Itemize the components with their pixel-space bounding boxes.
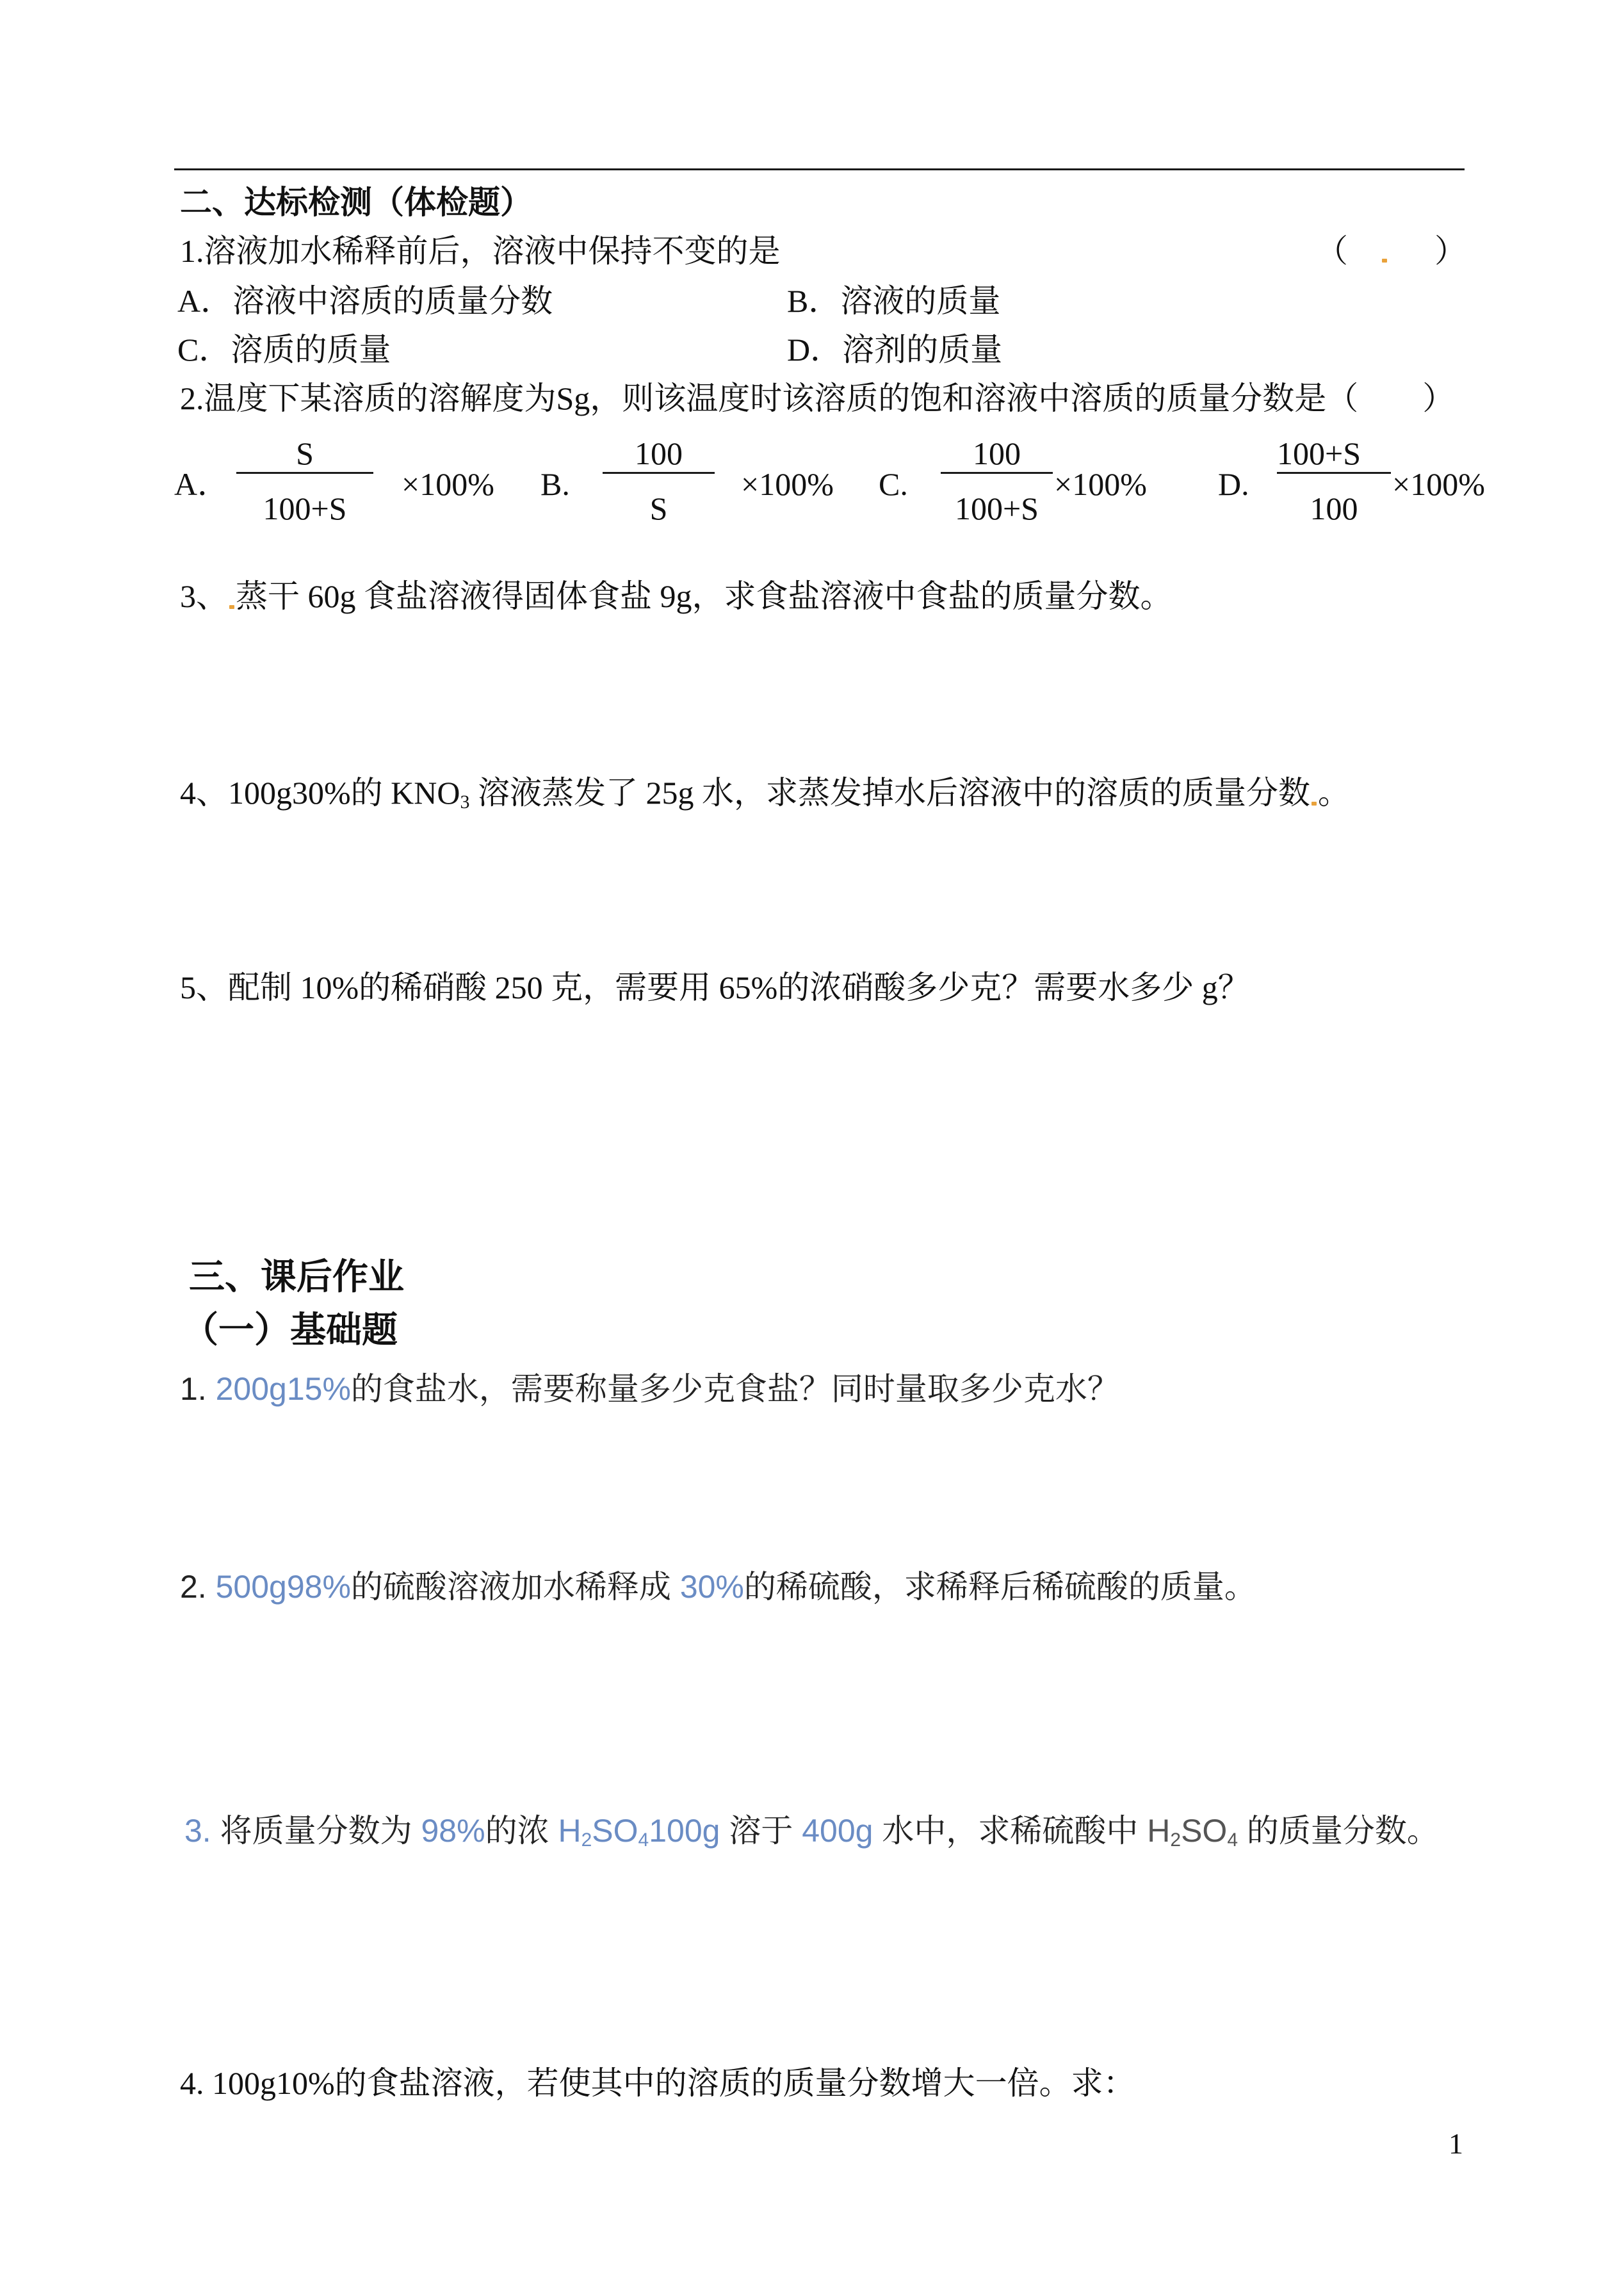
fraction-denominator: 100+S [263, 491, 347, 526]
item-amount: 500g98% [215, 1569, 351, 1605]
homework-item-4 [180, 2064, 1135, 2102]
formula-2-h-subscript: 2 [1170, 1829, 1181, 1851]
q2-option-b-fraction [603, 435, 715, 525]
q1-option-b: B．溶液的质量 [787, 283, 1001, 319]
q1-answer-bracket-open: （ [1316, 233, 1348, 269]
q2-option-d-label: D. [1218, 466, 1249, 502]
fraction-bar [603, 472, 715, 474]
q3-body: 蒸干 60g 食盐溶液得固体食盐 9g，求食盐溶液中食盐的质量分数。 [236, 578, 1173, 614]
fraction-denominator: 100 [1310, 491, 1358, 526]
formula-1-so: SO [592, 1813, 638, 1849]
fraction-numerator: 100+S [1277, 435, 1361, 471]
formula-1-h: H [558, 1813, 581, 1849]
page-number: 1 [1449, 2127, 1463, 2160]
item-text-b: 的稀硫酸，求稀释后稀硫酸的质量。 [743, 1569, 1256, 1605]
q4-text-after: 溶液蒸发了 25g 水，求蒸发掉水后溶液中的溶质的质量分数 [469, 775, 1310, 811]
item-text-e: 的质量分数。 [1238, 1813, 1439, 1849]
q2-option-c-fraction [941, 435, 1053, 525]
q2-option-a-label: A． [174, 466, 230, 502]
item-number: 1. [180, 1371, 216, 1407]
q4-text-end: 。 [1317, 775, 1350, 811]
formula-1-h-subscript: 2 [581, 1829, 592, 1851]
item-text: 100g10%的食盐溶液，若使其中的溶质的质量分数增大一倍。求： [212, 2065, 1135, 2101]
fraction-denominator: 100+S [954, 491, 1039, 526]
q2-option-d-fraction [1277, 435, 1391, 525]
formula-2-h: H [1147, 1813, 1171, 1849]
q1-answer-bracket-close: ） [1434, 233, 1466, 269]
section-3-heading: 三、课后作业 [189, 1256, 404, 1297]
homework-item-1 [180, 1370, 1119, 1408]
q4-text [180, 774, 1350, 812]
formula-2-so: SO [1181, 1813, 1228, 1849]
item-text-a: 的硫酸溶液加水稀释成 [350, 1569, 680, 1605]
item-text: 的食盐水，需要称量多少克食盐？同时量取多少克水？ [350, 1371, 1119, 1407]
q2-option-a-fraction [236, 435, 373, 525]
homework-item-2 [180, 1568, 1256, 1606]
q3-orange-mark [229, 605, 234, 609]
q4-text-before: 4、100g30%的 [180, 775, 391, 811]
q1-option-a: A．溶液中溶质的质量分数 [177, 283, 553, 319]
fraction-bar [1277, 472, 1391, 474]
q3-number: 3、 [180, 578, 228, 614]
q4-formula-base: KNO [391, 775, 460, 811]
q3-text [180, 577, 1173, 615]
item-percent: 98% [421, 1813, 485, 1849]
fraction-denominator: S [649, 491, 668, 526]
fraction-bar [236, 472, 373, 474]
fraction-numerator: S [296, 435, 314, 471]
formula-2-so-subscript: 4 [1227, 1829, 1238, 1851]
item-text-b: 的浓 [485, 1813, 558, 1849]
q2-stem: 2.温度下某溶质的溶解度为Sg，则该温度时该溶质的饱和溶液中溶质的质量分数是（ ） [180, 380, 1455, 416]
homework-item-3 [184, 1812, 1439, 1850]
fraction-bar [941, 472, 1053, 474]
section-2-heading: 二、达标检测（体检题） [180, 184, 532, 220]
q4-formula-subscript: 3 [460, 791, 470, 813]
q1-option-d: D．溶剂的质量 [787, 332, 1003, 368]
q2-option-b-label: B. [540, 466, 570, 502]
q5-text: 5、配制 10%的稀硝酸 250 克，需要用 65%的浓硝酸多少克？需要水多少 g？ [180, 969, 1250, 1005]
formula-1-so-subscript: 4 [638, 1829, 649, 1851]
item-number: 2. [180, 1569, 216, 1605]
section-3-subheading: （一）基础题 [183, 1310, 398, 1350]
item-mass-2: 400g [802, 1813, 873, 1849]
fraction-numerator: 100 [635, 435, 683, 471]
q1-option-c: C．溶质的质量 [177, 332, 391, 368]
q2-option-a-factor: ×100% [402, 466, 494, 502]
item-number: 3. [184, 1813, 220, 1849]
item-amount: 200g15% [215, 1371, 351, 1407]
item-mass-1: 100g [649, 1813, 720, 1849]
q1-orange-mark [1382, 259, 1387, 263]
header-rule [174, 168, 1465, 170]
q2-option-c-factor: ×100% [1054, 466, 1147, 502]
item-percent: 30% [679, 1569, 744, 1605]
fraction-numerator: 100 [973, 435, 1021, 471]
item-text-a: 将质量分数为 [220, 1813, 421, 1849]
q1-stem: 1.溶液加水稀释前后，溶液中保持不变的是 [180, 233, 781, 269]
item-text-d: 水中，求稀硫酸中 [873, 1813, 1148, 1849]
q2-option-c-label: C. [879, 466, 908, 502]
q4-orange-mark [1311, 802, 1317, 806]
item-number: 4. [180, 2065, 212, 2101]
q2-option-d-factor: ×100% [1392, 466, 1485, 502]
item-text-c: 溶于 [720, 1813, 802, 1849]
q2-option-b-factor: ×100% [741, 466, 834, 502]
